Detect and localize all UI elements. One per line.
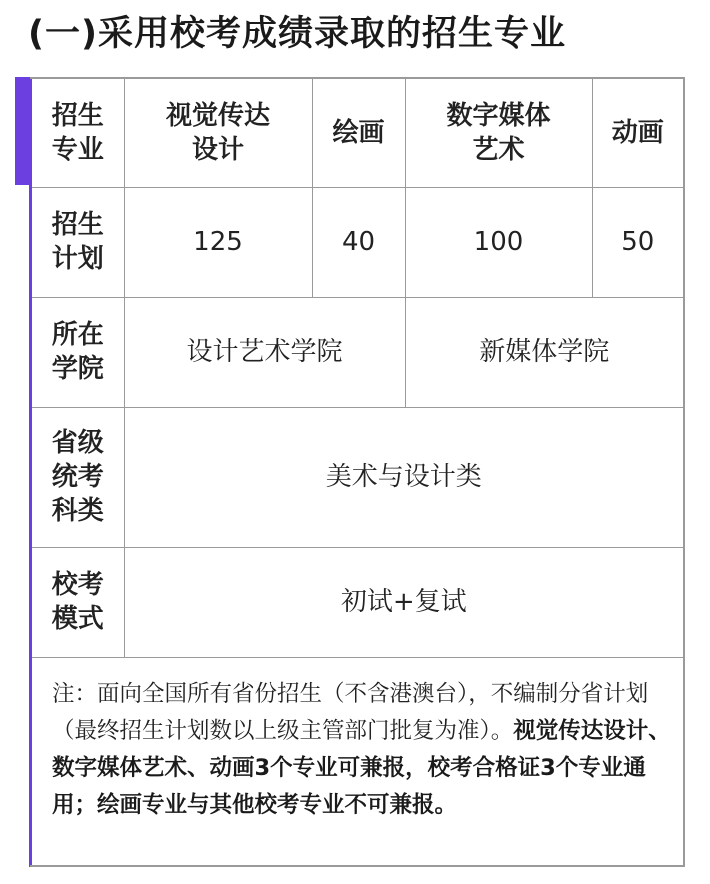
row-head-mode: 校考 模式 xyxy=(32,547,124,657)
plan-animation: 50 xyxy=(592,187,683,297)
table-row-mode xyxy=(32,547,683,657)
footnote-plain: 注：面向全国所有省份招生（不含港澳台），不编制分省计划（最终招生计划数以上级主管部门批复为准）。 xyxy=(52,681,649,744)
college-new-media: 新媒体学院 xyxy=(405,297,683,407)
major-digital-media-art: 数字媒体 艺术 xyxy=(405,79,592,187)
accent-bar xyxy=(15,77,29,185)
plan-visual-design: 125 xyxy=(124,187,312,297)
major-animation: 动画 xyxy=(592,79,683,187)
major-visual-design: 视觉传达 设计 xyxy=(124,79,312,187)
row-head-major: 招生 专业 xyxy=(32,79,124,187)
table-row-majors xyxy=(32,79,683,187)
enrollment-table xyxy=(32,79,683,658)
plan-painting: 40 xyxy=(312,187,405,297)
row-head-category: 省级 统考 科类 xyxy=(32,407,124,547)
major-painting: 绘画 xyxy=(312,79,405,187)
table-row-plan xyxy=(32,187,683,297)
table-row-category xyxy=(32,407,683,547)
footnote xyxy=(52,676,672,824)
row-head-college: 所在 学院 xyxy=(32,297,124,407)
college-design-art: 设计艺术学院 xyxy=(124,297,405,407)
plan-digital-media-art: 100 xyxy=(405,187,592,297)
footnote-bold: 视觉传达设计、数字媒体艺术、动画3个专业可兼报，校考合格证3个专业通用；绘画专业与其他校考专业不可兼报。 xyxy=(52,718,671,818)
category-value: 美术与设计类 xyxy=(124,407,683,547)
row-head-plan: 招生 计划 xyxy=(32,187,124,297)
mode-value: 初试+复试 xyxy=(124,547,683,657)
section-heading: (一)采用校考成绩录取的招生专业 xyxy=(28,14,566,54)
table-row-college xyxy=(32,297,683,407)
